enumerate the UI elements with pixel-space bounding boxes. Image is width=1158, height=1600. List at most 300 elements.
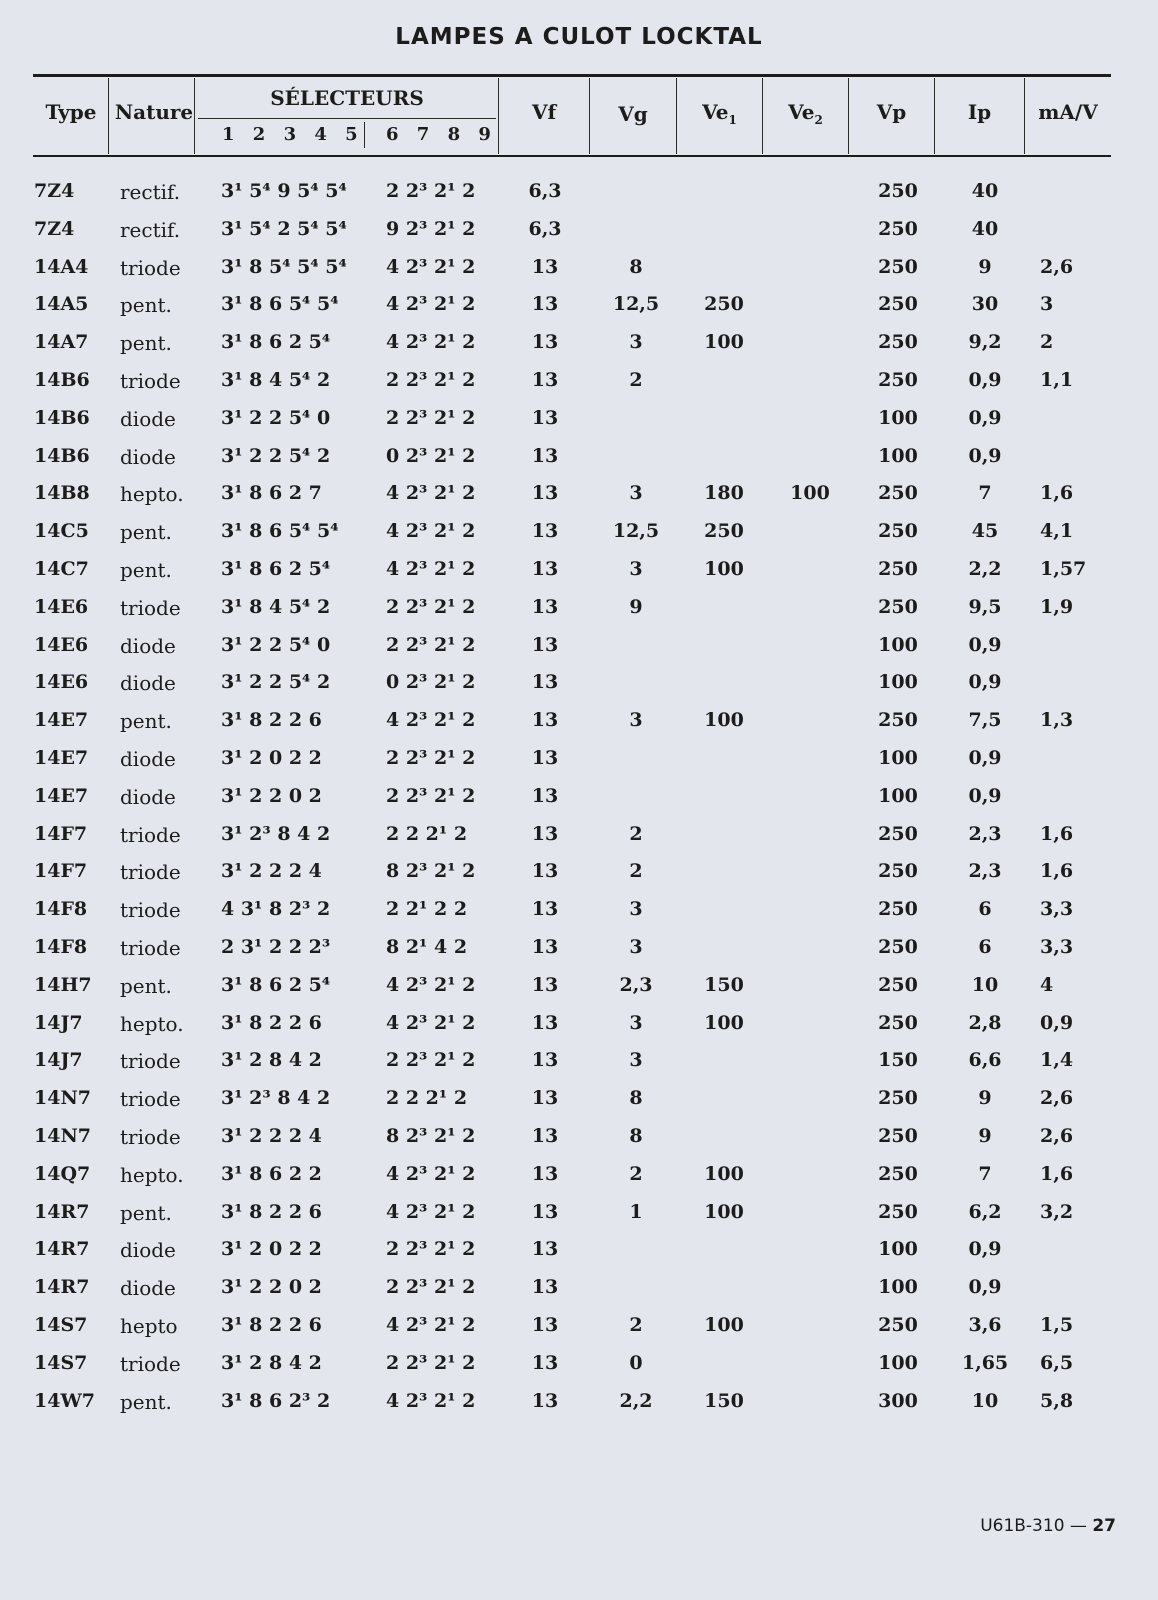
- cell-vf: 13: [531, 520, 559, 543]
- cell-ve1: 100: [704, 1314, 744, 1336]
- cell-vp: 250: [878, 595, 918, 618]
- cell-vp: 250: [878, 1162, 918, 1185]
- table-row: [0, 1238, 1158, 1276]
- cell-type: 14B6: [34, 444, 90, 467]
- table-row: [0, 256, 1158, 294]
- cell-vg: 12,5: [612, 293, 660, 316]
- cell-type: 14A5: [34, 293, 89, 316]
- table-top-rule: [33, 74, 1111, 77]
- cell-type: 14A4: [34, 255, 89, 278]
- cell-nature: diode: [120, 444, 176, 469]
- cell-vf: 13: [531, 1276, 559, 1299]
- cell-vp: 250: [878, 293, 918, 316]
- cell-ip: 2,8: [968, 1011, 1002, 1034]
- cell-type: 14R7: [34, 1276, 90, 1299]
- cell-vf: 13: [531, 633, 559, 656]
- cell-ma-v: 2,6: [1040, 1087, 1074, 1110]
- cell-selecteurs-1-5: 3¹ 8 6 5⁴ 5⁴: [221, 520, 339, 543]
- cell-ma-v: 1,6: [1040, 822, 1074, 845]
- cell-selecteurs-6-9: 8 2³ 2¹ 2: [386, 1125, 476, 1147]
- cell-type: 14E6: [34, 595, 89, 618]
- cell-vp: 250: [878, 1011, 918, 1034]
- cell-vp: 250: [878, 1087, 918, 1110]
- cell-ma-v: 5,8: [1040, 1389, 1074, 1412]
- cell-vf: 13: [531, 1162, 559, 1185]
- cell-vp: 300: [878, 1389, 918, 1412]
- cell-ip: 6: [978, 936, 992, 958]
- cell-selecteurs-1-5: 3¹ 5⁴ 2 5⁴ 5⁴: [221, 217, 347, 240]
- header-divider: [498, 78, 499, 154]
- cell-selecteurs-6-9: 2 2³ 2¹ 2: [386, 1276, 476, 1299]
- cell-vf: 13: [531, 1011, 559, 1034]
- cell-selecteurs-6-9: 8 2¹ 4 2: [386, 936, 468, 958]
- cell-selecteurs-1-5: 2 3¹ 2 2 2³: [221, 936, 331, 958]
- cell-type: 14E7: [34, 709, 89, 732]
- header-ip: Ip: [967, 100, 992, 124]
- cell-ip: 40: [971, 217, 999, 240]
- cell-nature: diode: [120, 1276, 176, 1301]
- selecteurs-underline: [198, 118, 496, 119]
- cell-vf: 13: [531, 860, 559, 883]
- cell-vg: 0: [629, 1351, 643, 1374]
- cell-ma-v: 2,6: [1040, 1125, 1074, 1147]
- cell-vg: 3: [629, 709, 643, 732]
- table-row: [0, 369, 1158, 407]
- cell-vf: 13: [531, 1238, 559, 1261]
- cell-nature: pent.: [120, 293, 172, 318]
- table-row: [0, 1314, 1158, 1352]
- cell-nature: triode: [120, 595, 181, 620]
- cell-selecteurs-6-9: 2 2³ 2¹ 2: [386, 784, 476, 807]
- cell-ma-v: 3: [1040, 293, 1054, 316]
- cell-nature: hepto.: [120, 482, 184, 507]
- cell-ma-v: 1,4: [1040, 1049, 1074, 1072]
- cell-ip: 2,2: [968, 558, 1002, 580]
- cell-vp: 100: [878, 747, 918, 769]
- table-row: [0, 1125, 1158, 1163]
- cell-type: 14F7: [34, 860, 88, 883]
- cell-nature: triode: [120, 1087, 181, 1112]
- cell-vf: 13: [531, 1049, 559, 1072]
- cell-ip: 6,2: [968, 1200, 1002, 1223]
- cell-ve1: 100: [704, 1011, 744, 1034]
- cell-vf: 13: [531, 482, 559, 505]
- cell-ip: 0,9: [968, 671, 1002, 694]
- cell-type: 14S7: [34, 1351, 88, 1374]
- cell-vp: 100: [878, 444, 918, 467]
- cell-selecteurs-1-5: 3¹ 8 6 2³ 2: [221, 1389, 331, 1412]
- cell-selecteurs-1-5: 3¹ 8 6 2 5⁴: [221, 973, 331, 996]
- table-row: [0, 709, 1158, 747]
- cell-type: 14J7: [34, 1049, 83, 1072]
- header-selecteurs-group1: 1 2 3 4 5: [222, 124, 364, 145]
- cell-vf: 13: [531, 255, 559, 278]
- cell-vp: 100: [878, 406, 918, 429]
- cell-ip: 40: [971, 180, 999, 202]
- cell-vf: 13: [531, 1125, 559, 1147]
- cell-nature: pent.: [120, 973, 172, 998]
- cell-vg: 2: [629, 369, 643, 391]
- cell-ma-v: 0,9: [1040, 1011, 1074, 1034]
- cell-ma-v: 3,3: [1040, 898, 1074, 921]
- cell-ve1: 150: [704, 1389, 744, 1412]
- cell-vf: 13: [531, 671, 559, 694]
- cell-vg: 8: [629, 255, 643, 278]
- cell-ip: 0,9: [968, 406, 1002, 429]
- cell-vf: 13: [531, 558, 559, 580]
- cell-ip: 3,6: [968, 1314, 1002, 1336]
- cell-vp: 250: [878, 255, 918, 278]
- cell-vg: 1: [629, 1200, 643, 1223]
- cell-vg: 3: [629, 936, 643, 958]
- cell-vp: 250: [878, 1125, 918, 1147]
- cell-nature: triode: [120, 936, 181, 960]
- cell-ve1: 100: [704, 1162, 744, 1185]
- cell-ma-v: 1,6: [1040, 1162, 1074, 1185]
- cell-selecteurs-6-9: 4 2³ 2¹ 2: [386, 1314, 476, 1336]
- cell-selecteurs-1-5: 3¹ 8 6 2 5⁴: [221, 558, 331, 580]
- cell-nature: hepto: [120, 1314, 178, 1338]
- cell-ve1: 100: [704, 1200, 744, 1223]
- cell-nature: diode: [120, 633, 176, 658]
- cell-selecteurs-6-9: 4 2³ 2¹ 2: [386, 293, 476, 316]
- cell-ip: 10: [971, 1389, 999, 1412]
- cell-nature: pent.: [120, 1389, 172, 1414]
- cell-vf: 13: [531, 1389, 559, 1412]
- cell-vp: 250: [878, 331, 918, 354]
- cell-nature: diode: [120, 784, 176, 809]
- cell-nature: triode: [120, 860, 181, 885]
- cell-selecteurs-6-9: 0 2³ 2¹ 2: [386, 444, 476, 467]
- cell-nature: triode: [120, 822, 181, 847]
- cell-selecteurs-1-5: 3¹ 2 8 4 2: [221, 1351, 322, 1374]
- cell-ip: 2,3: [968, 822, 1002, 845]
- cell-selecteurs-1-5: 3¹ 2 2 0 2: [221, 784, 322, 807]
- cell-vp: 250: [878, 860, 918, 883]
- cell-vp: 250: [878, 973, 918, 996]
- cell-nature: triode: [120, 369, 181, 393]
- cell-selecteurs-1-5: 3¹ 8 4 5⁴ 2: [221, 369, 331, 391]
- cell-vf: 13: [531, 1087, 559, 1110]
- cell-nature: pent.: [120, 520, 172, 545]
- cell-ip: 0,9: [968, 633, 1002, 656]
- cell-selecteurs-1-5: 3¹ 8 2 2 6: [221, 709, 322, 732]
- cell-selecteurs-6-9: 2 2³ 2¹ 2: [386, 369, 476, 391]
- table-row: [0, 1201, 1158, 1239]
- table-row: [0, 218, 1158, 256]
- header-divider: [194, 78, 195, 154]
- cell-selecteurs-6-9: 9 2³ 2¹ 2: [386, 217, 476, 240]
- cell-selecteurs-6-9: 4 2³ 2¹ 2: [386, 520, 476, 543]
- cell-vf: 13: [531, 784, 559, 807]
- cell-ip: 1,65: [961, 1351, 1009, 1374]
- table-row: [0, 407, 1158, 445]
- cell-selecteurs-6-9: 2 2³ 2¹ 2: [386, 1049, 476, 1072]
- cell-selecteurs-6-9: 4 2³ 2¹ 2: [386, 973, 476, 996]
- cell-type: 7Z4: [34, 217, 75, 240]
- cell-ip: 30: [971, 293, 999, 316]
- cell-type: 14Q7: [34, 1162, 91, 1185]
- cell-type: 14C7: [34, 558, 89, 580]
- cell-ve1: 100: [704, 709, 744, 732]
- cell-selecteurs-1-5: 3¹ 2 8 4 2: [221, 1049, 322, 1072]
- cell-selecteurs-6-9: 8 2³ 2¹ 2: [386, 860, 476, 883]
- cell-vp: 250: [878, 709, 918, 732]
- cell-vp: 250: [878, 822, 918, 845]
- cell-ip: 0,9: [968, 784, 1002, 807]
- cell-selecteurs-6-9: 2 2¹ 2 2: [386, 898, 468, 921]
- cell-vf: 13: [531, 747, 559, 769]
- selecteurs-group-divider: [364, 122, 365, 148]
- cell-nature: diode: [120, 1238, 176, 1263]
- cell-selecteurs-1-5: 3¹ 8 5⁴ 5⁴ 5⁴: [221, 255, 347, 278]
- table-row: [0, 898, 1158, 936]
- cell-vg: 3: [629, 1049, 643, 1072]
- header-ma-v: mA/V: [1038, 100, 1098, 124]
- cell-vp: 250: [878, 1314, 918, 1336]
- cell-vg: 2: [629, 860, 643, 883]
- table-row: [0, 1049, 1158, 1087]
- cell-vg: 8: [629, 1125, 643, 1147]
- cell-nature: diode: [120, 406, 176, 431]
- table-row: [0, 974, 1158, 1012]
- cell-vg: 3: [629, 331, 643, 354]
- cell-type: 14N7: [34, 1087, 92, 1110]
- cell-ip: 0,9: [968, 747, 1002, 769]
- cell-vf: 6,3: [528, 180, 562, 202]
- cell-type: 14E7: [34, 747, 89, 769]
- header-divider: [1024, 78, 1025, 154]
- cell-ma-v: 1,57: [1040, 558, 1087, 580]
- cell-ip: 10: [971, 973, 999, 996]
- cell-selecteurs-1-5: 3¹ 2³ 8 4 2: [221, 1087, 331, 1110]
- cell-ma-v: 3,3: [1040, 936, 1074, 958]
- header-selecteurs: SÉLECTEURS: [270, 86, 424, 110]
- page-title: LAMPES A CULOT LOCKTAL: [395, 24, 763, 50]
- cell-vf: 13: [531, 898, 559, 921]
- cell-selecteurs-6-9: 2 2³ 2¹ 2: [386, 595, 476, 618]
- table-row: [0, 520, 1158, 558]
- cell-vf: 13: [531, 936, 559, 958]
- table-row: [0, 1390, 1158, 1428]
- cell-ip: 2,3: [968, 860, 1002, 883]
- cell-vp: 250: [878, 936, 918, 958]
- cell-ve1: 250: [704, 293, 744, 316]
- page-number: 27: [1092, 1516, 1116, 1536]
- cell-ip: 6,6: [968, 1049, 1002, 1072]
- cell-vf: 13: [531, 1200, 559, 1223]
- cell-selecteurs-1-5: 3¹ 8 2 2 6: [221, 1200, 322, 1223]
- cell-selecteurs-6-9: 2 2³ 2¹ 2: [386, 1351, 476, 1374]
- cell-selecteurs-1-5: 3¹ 2 2 5⁴ 2: [221, 671, 331, 694]
- cell-selecteurs-6-9: 4 2³ 2¹ 2: [386, 255, 476, 278]
- cell-selecteurs-6-9: 4 2³ 2¹ 2: [386, 1200, 476, 1223]
- cell-ma-v: 1,6: [1040, 482, 1074, 505]
- table-row: [0, 445, 1158, 483]
- cell-type: 14W7: [34, 1389, 95, 1412]
- header-selecteurs-group2: 6 7 8 9: [386, 124, 497, 145]
- cell-vp: 250: [878, 217, 918, 240]
- cell-nature: pent.: [120, 558, 172, 582]
- cell-type: 14R7: [34, 1238, 90, 1261]
- cell-ip: 9: [978, 1125, 992, 1147]
- cell-vg: 3: [629, 482, 643, 505]
- cell-ma-v: 6,5: [1040, 1351, 1074, 1374]
- cell-vf: 13: [531, 1314, 559, 1336]
- cell-vp: 100: [878, 784, 918, 807]
- cell-ma-v: 3,2: [1040, 1200, 1074, 1223]
- cell-ve1: 100: [704, 331, 744, 354]
- table-row: [0, 331, 1158, 369]
- cell-vg: 12,5: [612, 520, 660, 543]
- cell-ip: 0,9: [968, 1276, 1002, 1299]
- table-row: [0, 747, 1158, 785]
- cell-ip: 45: [971, 520, 999, 543]
- cell-vg: 3: [629, 1011, 643, 1034]
- cell-vp: 250: [878, 180, 918, 202]
- cell-ma-v: 4,1: [1040, 520, 1074, 543]
- table-row: [0, 936, 1158, 974]
- cell-nature: rectif.: [120, 180, 181, 204]
- table-row: [0, 596, 1158, 634]
- cell-selecteurs-1-5: 3¹ 5⁴ 9 5⁴ 5⁴: [221, 180, 347, 202]
- cell-ip: 9: [978, 1087, 992, 1110]
- cell-ma-v: 1,3: [1040, 709, 1074, 732]
- table-row: [0, 1087, 1158, 1125]
- cell-nature: diode: [120, 747, 176, 771]
- cell-type: 14J7: [34, 1011, 83, 1034]
- cell-ip: 0,9: [968, 369, 1002, 391]
- cell-selecteurs-1-5: 3¹ 8 6 2 7: [221, 482, 322, 505]
- table-row: [0, 823, 1158, 861]
- cell-nature: triode: [120, 1125, 181, 1149]
- cell-ip: 7: [978, 1162, 992, 1185]
- cell-vp: 250: [878, 1200, 918, 1223]
- cell-nature: triode: [120, 1049, 181, 1074]
- cell-vp: 250: [878, 898, 918, 921]
- cell-vf: 13: [531, 822, 559, 845]
- table-row: [0, 1163, 1158, 1201]
- cell-vg: 2: [629, 822, 643, 845]
- cell-vg: 2: [629, 1162, 643, 1185]
- cell-selecteurs-1-5: 3¹ 8 6 2 2: [221, 1162, 322, 1185]
- cell-selecteurs-6-9: 2 2³ 2¹ 2: [386, 633, 476, 656]
- cell-vg: 3: [629, 898, 643, 921]
- cell-selecteurs-6-9: 2 2 2¹ 2: [386, 1087, 468, 1110]
- cell-vp: 100: [878, 633, 918, 656]
- cell-type: 14E6: [34, 671, 89, 694]
- cell-selecteurs-1-5: 3¹ 2³ 8 4 2: [221, 822, 331, 845]
- cell-type: 14F8: [34, 898, 88, 921]
- cell-ma-v: 2,6: [1040, 255, 1074, 278]
- cell-ip: 0,9: [968, 444, 1002, 467]
- cell-vp: 100: [878, 671, 918, 694]
- cell-selecteurs-6-9: 4 2³ 2¹ 2: [386, 558, 476, 580]
- cell-vg: 8: [629, 1087, 643, 1110]
- cell-type: 14A7: [34, 331, 89, 354]
- page-footer: [980, 1516, 1116, 1536]
- cell-ip: 9,2: [968, 331, 1002, 354]
- cell-nature: rectif.: [120, 217, 181, 242]
- cell-vg: 2,2: [619, 1389, 653, 1412]
- cell-vf: 13: [531, 444, 559, 467]
- cell-ve1: 250: [704, 520, 744, 543]
- cell-ve1: 100: [704, 558, 744, 580]
- table-row: [0, 860, 1158, 898]
- table-row: [0, 558, 1158, 596]
- table-row: [0, 634, 1158, 672]
- cell-selecteurs-6-9: 2 2 2¹ 2: [386, 822, 468, 845]
- cell-vp: 100: [878, 1276, 918, 1299]
- cell-selecteurs-6-9: 2 2³ 2¹ 2: [386, 747, 476, 769]
- table-row: [0, 1352, 1158, 1390]
- footer-code: U61B-310 —: [980, 1516, 1087, 1536]
- cell-type: 14F7: [34, 822, 88, 845]
- cell-selecteurs-6-9: 4 2³ 2¹ 2: [386, 709, 476, 732]
- cell-type: 14B6: [34, 406, 90, 429]
- cell-ma-v: 4: [1040, 973, 1054, 996]
- cell-ip: 7,5: [968, 709, 1002, 732]
- cell-nature: pent.: [120, 1200, 172, 1225]
- cell-selecteurs-6-9: 0 2³ 2¹ 2: [386, 671, 476, 694]
- cell-selecteurs-1-5: 3¹ 2 0 2 2: [221, 1238, 322, 1261]
- cell-vp: 250: [878, 482, 918, 505]
- cell-vg: 2,3: [619, 973, 653, 996]
- cell-selecteurs-1-5: 3¹ 2 0 2 2: [221, 747, 322, 769]
- cell-type: 14E6: [34, 633, 89, 656]
- cell-type: 14F8: [34, 936, 88, 958]
- cell-selecteurs-1-5: 3¹ 8 2 2 6: [221, 1314, 322, 1336]
- cell-ip: 9,5: [968, 595, 1002, 618]
- cell-vf: 13: [531, 293, 559, 316]
- cell-selecteurs-1-5: 3¹ 8 2 2 6: [221, 1011, 322, 1034]
- cell-vf: 13: [531, 369, 559, 391]
- cell-ip: 9: [978, 255, 992, 278]
- cell-type: 14B6: [34, 369, 90, 391]
- cell-vp: 250: [878, 520, 918, 543]
- header-ve1: $Ve_1$: [702, 100, 737, 127]
- cell-vf: 13: [531, 1351, 559, 1374]
- header-vp: Vp: [876, 100, 907, 124]
- cell-selecteurs-6-9: 4 2³ 2¹ 2: [386, 331, 476, 354]
- cell-vf: 6,3: [528, 217, 562, 240]
- cell-selecteurs-1-5: 3¹ 2 2 2 4: [221, 1125, 322, 1147]
- cell-vp: 100: [878, 1351, 918, 1374]
- cell-type: 7Z4: [34, 180, 75, 202]
- table-row: [0, 1012, 1158, 1050]
- header-vf: Vf: [531, 100, 557, 124]
- cell-vf: 13: [531, 709, 559, 732]
- cell-selecteurs-1-5: 3¹ 2 2 0 2: [221, 1276, 322, 1299]
- header-type: Type: [45, 100, 97, 124]
- cell-selecteurs-1-5: 3¹ 8 6 2 5⁴: [221, 331, 331, 354]
- cell-vg: 2: [629, 1314, 643, 1336]
- cell-nature: triode: [120, 898, 181, 923]
- table-row: [0, 482, 1158, 520]
- table-row: [0, 1276, 1158, 1314]
- header-ve2: $Ve_2$: [788, 100, 823, 127]
- cell-vg: 9: [629, 595, 643, 618]
- header-nature: Nature: [114, 100, 194, 124]
- cell-selecteurs-1-5: 3¹ 2 2 5⁴ 2: [221, 444, 331, 467]
- header-bottom-rule: [33, 155, 1111, 157]
- cell-nature: triode: [120, 255, 181, 280]
- cell-ma-v: 1,9: [1040, 595, 1074, 618]
- cell-vp: 250: [878, 558, 918, 580]
- cell-selecteurs-1-5: 3¹ 8 6 5⁴ 5⁴: [221, 293, 339, 316]
- cell-vf: 13: [531, 331, 559, 354]
- cell-vf: 13: [531, 595, 559, 618]
